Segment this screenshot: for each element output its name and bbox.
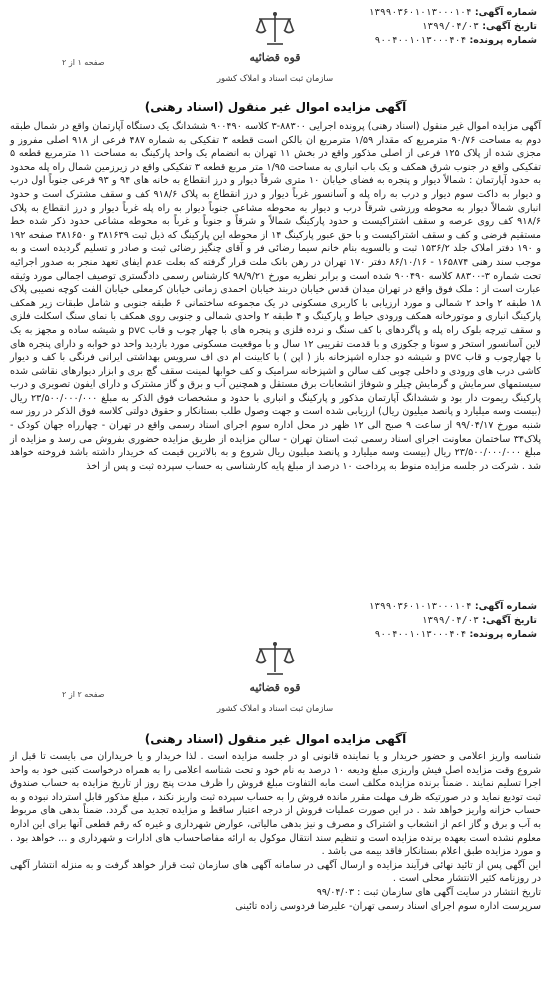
signature-line: سرپرست اداره سوم اجرای اسناد رسمی تهران- علیرضا فردوسی زاده تائینی [235,900,541,912]
organization-label-wrap [205,72,345,84]
body-paragraph: شناسه واریز اعلامی و حضور خریدار و یا نماینده قانونی او در جلسه مزایده است . لذا خریدار و یا خریداران می بایست تا قبل از شروع وقت مزایده اصل فیش واریزی مبلغ ودیعه ۱۰ درصد به نام خود و تحت شناسه اعلامی را به همراه درخواست کتبی خود به واحد اجرا تسلیم نمایند . ضمناً برنده مزایده مکلف است مابه التفاوت مبلغ فروش را ظرف مدت پنج روز از تاریخ مزایده به حساب صندوق ثبت تودیع نماید و در صورتیکه ظرف مهلت مقرر مانده فروش را به حساب سپرده ثبت واریز نکند ، مبلغ مذکور قابل استرداد نبوده و به حساب خزانه واریز خواهد شد . در این صورت عملیات فروش از درجه اعتبار ساقط و مزایده تجدید می گردد. ضمناً بدهی های مربوط به آب و برق و گاز اعم از انشعاب و اشتراک و مصرف و نیز بدهی مالیاتی، عوارض شهرداری و غیره که رقم قطعی آنها برای این اداره معلوم نشده است بعهده برنده مزایده است و تنظیم سند انتقال موکول به ارائه مفاصاحساب های ادارات و شهرداری و ... خواهد بود . و مورد مزایده طبق اعلام بستانکار فاقد بیمه می باشد . [10,751,541,858]
judiciary-emblem [235,10,315,64]
scales-of-justice-icon [253,640,297,680]
body-paragraph: آگهی مزایده اموال غیر منقول (اسناد رهنی) پرونده اجرایی ۸۸۳۰۰-۳ کلاسه ۹۰۰۴۹۰ ششدانگ یک دستگاه آپارتمان واقع در شمال طبقه دوم به مساحت ۹۰/۷۶ مترمربع که مقدار ۱/۵۹ مترمربع ان بالکن است قطعه ۳ تفکیکی به شماره ۴۸۷ فرعی از ۹۱۸ اصلی مفروز و مجزی شده از پلاک ۱۲۵ فرعی از اصلی مذکور واقع در بخش ۱۱ تهران به انضمام یک واحد پارکینگ به مساحت ۱۱ مترمربع قطعه ۵ تفکیکی واقع در جنوب شرق همکف و یک باب انباری به مساحت ۱/۹۵ متر مربع قطعه ۳ تفکیکی واقع در زیرزمین شمال راه پله محدود به حدود آپارتمان : شمالاً دیوار و پنجره به فضای خیابان ۱۰ متری شرقاً دیوار و درز انقطاع به خانه های ۹۴ و ۹۳ فرعی جنوباً اول درب و دیوار به داکت سوم دیوار و درب به راه پله و آسانسور غرباً دیوار و درز انقطاع به پلاک ۹۱۸/۶ کف و سقف مشترک است و حدود انباری شمالاً دیوار به محوطه ورزشی شرقاً درب و دیوار به محوطه مشاعی جنوباً دیوار به راه پله غرباً دیوار و درز انقطاع به پلاک ۹۱۸/۶ کف روی عرصه و سقف اشتراکیست و حدود پارکینگ شمالاً و شرقاً و جنوباً و غرباً به محوطه مشاعی حدود ذکر شده خط مستقیم فرضی و کف و سقف اشتراکیست و با حق عبور پارکینگ ۱۴ از محوطه این پارکینگ که ذیل ثبت ۳۸۱۶۳۹ و ۳۸۱۶۵۰ صفحه ۱۹۲ و ۱۹۰ دفتر املاک جلد ۱۵۳۶/۲ ثبت و بالسویه بنام خانم سیما رضائی فر و آقای چنگیز رضائی ثبت و صادر و تسلیم گردیده است و به موجب سند رهنی ۱۶۵۸۷۴ - ۸۶/۱۰/۱۶ دفتر ۱۷۰ تهران در رهن بانک ملت قرار گرفته که بعلت عدم ایفای تعهد منجر به صدور اجرائیه تحت شماره ۳-۸۸۳۰۰ کلاسه ۹۰۰۴۹۰ شده است و برابر نظریه مورخ ۹۸/۹/۲۱ کارشناس رسمی دادگستری توصیف اجمالی مورد وثیقه عبارت است از : ملک فوق واقع در تهران میدان قدس خیابان دربند خیابان احمدی زمانی خیابان کرمعلی خیابان الفت کوچه نصیبی پلاک ۱۸ طبقه ۲ واحد ۲ شمالی و مورد ارزیابی با کاربری مسکونی در یک مجموعه ساختمانی ۶ طبقه جنوبی و شامل طبقات زیر همکف پارکینگ انباری و موتورخانه همکف ورودی حیاط و پارکینگ و ۴ طبقه ۲ واحدی شمالی و جنوبی روی همکف با نمای سنگ اسکلت فلزی و سقف تیرچه بلوک راه پله و پاگردهای با کف سنگ و نرده فلزی و پنجره های با چهار چوب و قاب pvc و شیشه ساده و مجهز به یک لاین آسانسور استخر و سونا و جکوزی و با قدمت تقریبی ۱۲ سال و با موقعیت مسکونی مورد بازدید واحد دو خوابه و دارای پنجره های با چهارچوب و قاب pvc و شیشه دو جداره اشپزخانه باز ( اپن ) با کابینت ام دی اف سرویس بهداشتی ایرانی فرنگی با کف و دیوار کاشی درب های ورودی و داخلی چوبی کف سالن و اشپزخانه سرامیک و کف خوابها لمینت سقف گچ بری و ابزار دیوارهای نقاشی شده سیستمهای سرمایش و گرمایش چیلر و شوفاژ انشعابات برق مستقل و همچنین آب و برق و گاز مشترک و دارای ایفون تصویری و درب پارکینگ ریموت دار بود و ششدانگ آپارتمان مذکور و پارکینگ و انباری با حدود و مشخصات فوق الذکر به مبلغ ۲۳/۵۰۰/۰۰۰/۰۰۰ ریال (بیست وسه میلیارد و پانصد میلیون ریال) ارزیابی شده است و جهت وصول طلب بستانکار و حقوق دولتی کلاسه فوق الذکر در روز سه شنبه مورخ ۹۹/۰۴/۱۷ از ساعت ۹ صبح الی ۱۲ ظهر در محل اداره سوم اجرای اسناد رسمی واقع در تهران - چهارراه جهان کودک - پلاک۳۴ ساختمان معاونت اجرای اسناد رسمی ثبت استان تهران - سالن مزایده از طریق مزایده حضوری بفروش می رسد و مزایده از مبلغ ۲۳/۵۰۰/۰۰۰/۰۰۰ ریال (بیست وسه میلیارد و پانصد میلیون ریال شروع و به بالاترین قیمت که خریدار داشته باشد فروخته خواهد شد . شرکت در جلسه مزایده منوط به پرداخت ۱۰ درصد از مبلغ پایه کارشناسی به حساب سپرده ثبت و پس از اخذ [10,121,542,472]
meta-row-notice-number: شماره آگهی: ۱۳۹۹۰۳۶۰۱۰۱۳۰۰۰۱۰۴ [368,601,537,612]
meta-row-notice-number: شماره آگهی: ۱۳۹۹۰۳۶۰۱۰۱۳۰۰۰۱۰۴ [368,7,537,18]
emblem-caption: قوه قضائیه [249,681,301,694]
meta-row-case-number: شماره پرونده: ۹۰۰۴۰۰۱۰۱۳۰۰۰۴۰۴ [374,35,537,46]
notice-body [10,120,541,473]
organization-label-wrap [205,702,345,714]
notice-title: آگهی مزایده اموال غیر منقول (اسناد رهنی) [144,732,407,746]
page-number: صفحه ۱ از ۲ [62,58,105,67]
publication-date-line: تاریخ انتشار در سایت آگهی های سازمان ثبت : ۹۹/۰۴/۰۳ [316,886,541,898]
meta-row-notice-date: تاریخ آگهی: ۱۳۹۹/۰۴/۰۳ [421,21,537,32]
scales-of-justice-icon [253,10,297,50]
organization-name: سازمان ثبت اسناد و املاک کشور [216,704,334,714]
notice-page-2 [0,598,551,990]
emblem-caption: قوه قضائیه [249,51,301,64]
meta-row-case-number: شماره پرونده: ۹۰۰۴۰۰۱۰۱۳۰۰۰۴۰۴ [374,629,537,640]
notice-body [10,750,541,913]
notice-title: آگهی مزایده اموال غیر منقول (اسناد رهنی) [144,100,407,114]
meta-row-notice-date: تاریخ آگهی: ۱۳۹۹/۰۴/۰۳ [421,615,537,626]
body-paragraph: این آگهی پس از تائید نهائی فرآیند مزایده و ارسال آگهی در سامانه آگهی های سازمان ثبت قرار خواهد گرفت و به منزله انتشار آگهی در روزنامه کثیر الانتشار محلی است . [10,859,541,885]
page-number: صفحه ۲ از ۲ [62,690,105,699]
judiciary-emblem [235,640,315,694]
organization-name: سازمان ثبت اسناد و املاک کشور [216,74,334,84]
notice-meta [369,6,537,48]
notice-meta [369,600,537,642]
